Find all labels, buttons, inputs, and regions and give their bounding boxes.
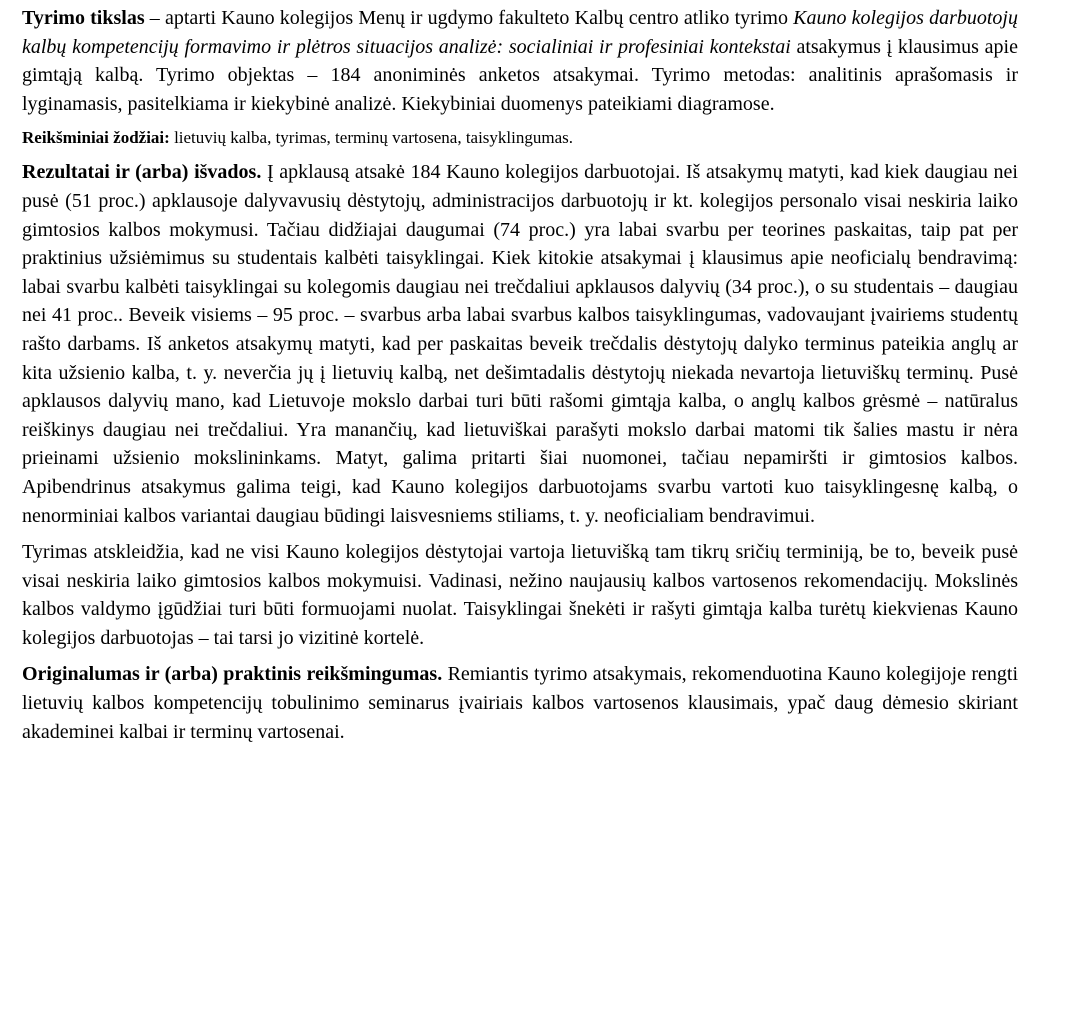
originality-label: Originalumas ir (arba) praktinis reikšmingumas. <box>22 663 443 686</box>
results-text: Į apklausą atsakė 184 Kauno kolegijos darbuotojai. Iš atsakymų matyti, kad kiek daugiau nei pusė (51 proc.) apklausoje dalyvavusių dėstytojų, administracijos darbuotojų ir kt. kolegijos personalo visai neskiria laiko gimtosios kalbos mokymusi. Tačiau didžiajai daugumai (74 proc.) yra labai svarbu per teorines paskaitas, taip pat per praktinius užsiėmimus su studentais kalbėti taisyklingai. Kiek kitokie atsakymai į klausimus apie neoficialų bendravimą: labai svarbu kalbėti taisyklingai su kolegomis daugiau nei trečdaliui apklausos dalyvių (34 proc.), o su studentais – daugiau nei 41 proc.. Beveik visiems – 95 proc. – svarbus arba labai svarbus kalbos taisyklingumas, vadovaujant įvairiems studentų rašto darbams. Iš anketos atsakymų matyti, kad per paskaitas beveik trečdalis dėstytojų dalyko terminus pateikia anglų ar kita užsienio kalba, t. y. neverčia jų į lietuvių kalbą, net dešimtadalis dėstytojų niekada nevartoja lietuviškų terminų. Pusė apklausos dalyvių mano, kad Lietuvoje mokslo darbai turi būti rašomi gimtąja kalba, o anglų kalbos grėsmė – natūralus reiškinys daugiau nei trečdaliui. Yra manančių, kad lietuviškai parašyti mokslo darbai matomi tik šalies mastu ir nėra prieinami užsienio mokslininkams. Matyt, galima pritarti šiai nuomonei, tačiau nepamiršti ir gimtosios kalbos. Apibendrinus atsakymus galima teigi, kad Kauno kolegijos darbuotojams svarbu vartoti kuo taisyklingesnę kalbą, o nenorminiai kalbos variantai daugiau būdingi laisvesniems stiliams, t. y. neoficialiam bendravimui. <box>22 161 1018 527</box>
results-label: Rezultatai ir (arba) išvados. <box>22 161 262 184</box>
keywords-label: Reikšminiai žodžiai: <box>22 128 170 148</box>
findings-text: Tyrimas atskleidžia, kad ne visi Kauno kolegijos dėstytojai vartoja lietuvišką tam tikrų sričių terminiją, be to, beveik pusė visai neskiria laiko gimtosios kalbos mokymuisi. Vadinasi, nežino naujausių kalbos vartosenos rekomendacijų. Mokslinės kalbos valdymo įgūdžiai turi būti formuojami nuolat. Taisyklingai šnekėti ir rašyti gimtąja kalba turėtų kiekvienas Kauno kolegijos darbuotojas – tai tarsi jo vizitinė kortelė. <box>22 541 1018 649</box>
purpose-label: Tyrimo tikslas <box>22 7 145 29</box>
document-page <box>22 4 1018 746</box>
originality-paragraph <box>22 660 1018 746</box>
results-paragraph <box>22 158 1018 530</box>
originality-text: Remiantis tyrimo atsakymais, rekomenduotina Kauno kolegijoje rengti lietuvių kalbos kompetencijų tobulinimo seminarus įvairiais kalbos vartosenos klausimais, ypač daug dėmesio skiriant akademinei kalbai ir terminų vartosenai. <box>22 663 1018 743</box>
keywords-paragraph <box>22 127 1018 149</box>
study-title: Kauno kolegijos darbuotojų kalbų kompetencijų formavimo ir plėtros situacijos analizė: socialiniai ir profesiniai kontekstai <box>22 7 1018 58</box>
findings-paragraph <box>22 538 1018 652</box>
keywords-text: lietuvių kalba, tyrimas, terminų vartosena, taisyklingumas. <box>169 128 574 148</box>
purpose-paragraph <box>22 4 1018 118</box>
purpose-text-before: – aptarti Kauno kolegijos Menų ir ugdymo fakulteto Kalbų centro atliko tyrimo <box>144 7 794 29</box>
purpose-text-after: atsakymus į klausimus apie gimtąją kalbą. Tyrimo objektas – 184 anoniminės anketos atsakymai. Tyrimo metodas: analitinis aprašomasis ir lyginamasis, pasitelkiama ir kiekybinė analizė. Kiekybiniai duomenys pateikiami diagramose. <box>22 35 1018 115</box>
